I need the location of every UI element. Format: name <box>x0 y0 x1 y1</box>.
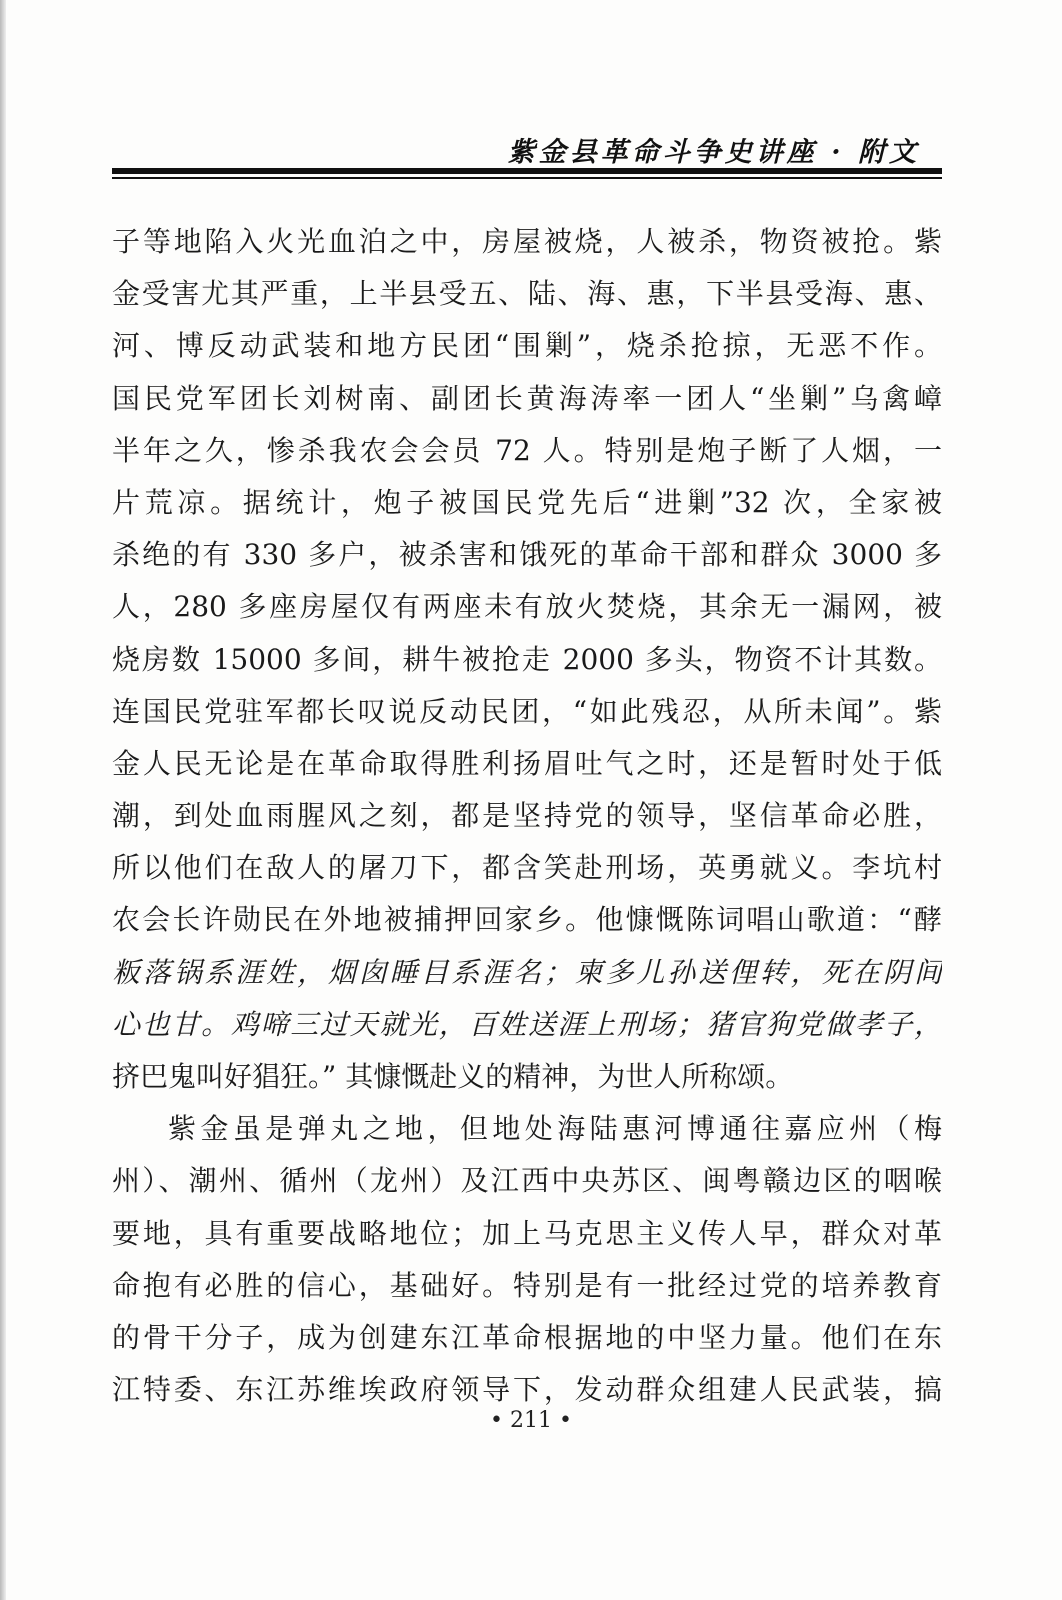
header-rule-thin <box>112 177 942 179</box>
text-line: 杀绝的有 330 多户，被杀害和饿死的革命干部和群众 3000 多 <box>112 538 942 572</box>
page-number: • 211 • <box>490 1408 572 1433</box>
text-line: 州）、潮州、循州（龙州）及江西中央苏区、闽粤赣边区的咽喉 <box>112 1164 942 1198</box>
text-line: 连国民党驻军都长叹说反动民团，“如此残忍，从所未闻”。紫 <box>112 694 942 728</box>
text-line: 金人民无论是在革命取得胜利扬眉吐气之时，还是暂时处于低 <box>112 746 942 780</box>
folk-song-line: 心也甘。鸡啼三过天就光，百姓送涯上刑场；猪官狗党做孝子， <box>112 1007 942 1041</box>
text-line: 烧房数 15000 多间，耕牛被抢走 2000 多头，物资不计其数。 <box>112 642 942 676</box>
body-text <box>112 216 942 1416</box>
binding-edge <box>0 0 6 1600</box>
folk-song-line: 粄落锅系涯姓，烟囱睡目系涯名；柬多儿孙送俚转，死在阴间 <box>112 955 942 989</box>
text-line: 半年之久，惨杀我农会会员 72 人。特别是炮子断了人烟，一 <box>112 433 942 467</box>
text-line: 潮，到处血雨腥风之刻，都是坚持党的领导，坚信革命必胜， <box>112 799 942 833</box>
running-header-title: 紫金县革命斗争史讲座 · 附文 <box>507 137 920 168</box>
paragraph-start-line: 紫金虽是弹丸之地，但地处海陆惠河博通往嘉应州（梅 <box>168 1112 942 1146</box>
text-line: 子等地陷入火光血泊之中，房屋被烧，人被杀，物资被抢。紫 <box>112 225 942 258</box>
text-line: 命抱有必胜的信心，基础好。特别是有一批经过党的培养教育 <box>112 1268 942 1302</box>
text-line: 农会长许勋民在外地被捕押回家乡。他慷慨陈词唱山歌道：“酵 <box>112 903 942 937</box>
text-line: 所以他们在敌人的屠刀下，都含笑赴刑场，英勇就义。李坑村 <box>112 851 942 885</box>
text-line: 人，280 多座房屋仅有两座未有放火焚烧，其余无一漏网，被 <box>112 590 942 624</box>
text-line: 江特委、东江苏维埃政府领导下，发动群众组建人民武装，搞 <box>112 1373 942 1407</box>
text-line: 要地，具有重要战略地位；加上马克思主义传人早，群众对革 <box>112 1216 942 1250</box>
text-line: 河、博反动武装和地方民团“围剿”，烧杀抢掠，无恶不作。 <box>112 329 942 363</box>
text-line: 挤巴鬼叫好猖狂。” 其慷慨赴义的精神，为世人所称颂。 <box>112 1060 794 1093</box>
header-rule-thick <box>112 168 942 174</box>
text-line: 的骨干分子，成为创建东江革命根据地的中坚力量。他们在东 <box>112 1320 942 1354</box>
text-line: 金受害尤其严重，上半县受五、陆、海、惠，下半县受海、惠、 <box>112 277 942 311</box>
text-line: 片荒凉。据统计，炮子被国民党先后“进剿”32 次，全家被 <box>112 485 942 519</box>
text-line: 国民党军团长刘树南、副团长黄海涛率一团人“坐剿”乌禽嶂 <box>112 381 942 415</box>
